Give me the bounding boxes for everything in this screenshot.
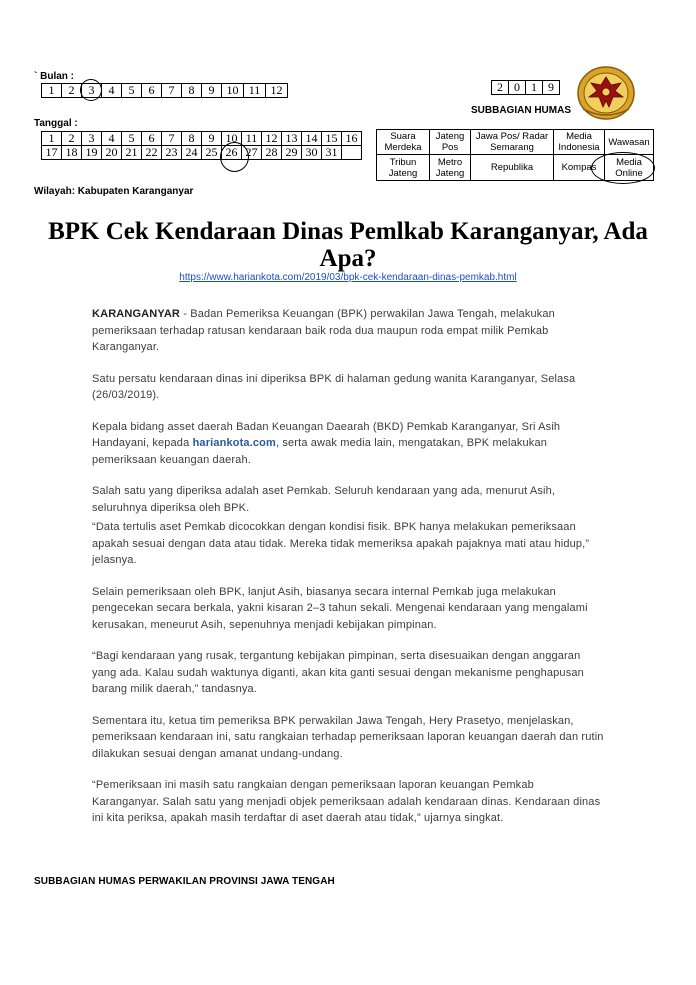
dateline: KARANGANYAR	[92, 308, 181, 320]
day-cell-5: 5	[122, 132, 142, 146]
day-cell-25: 25	[202, 146, 222, 160]
day-cell-4: 4	[102, 132, 122, 146]
month-cell-8: 8	[182, 84, 202, 98]
paragraph-3-text-a: Kepala bidang asset daerah Badan Keuangan Daearah (BKD) Pemkab Karanganyar, Sri Asih Handayani, kepada	[92, 420, 561, 449]
day-cell-21: 21	[122, 146, 142, 160]
day-cell-3: 3	[82, 132, 102, 146]
media-tribun-jateng: Tribun Jateng	[377, 155, 430, 181]
day-cell-16: 16	[342, 132, 362, 146]
media-jawa-pos: Jawa Pos/ Radar Semarang	[471, 130, 554, 155]
year-box	[491, 80, 560, 95]
month-cell-10: 10	[222, 84, 244, 98]
media-table	[376, 129, 654, 181]
year-digit-9: 9	[543, 81, 560, 95]
day-cell-18: 18	[62, 146, 82, 160]
day-cell-19: 19	[82, 146, 102, 160]
month-cell-9: 9	[202, 84, 222, 98]
day-cell-11: 11	[242, 132, 262, 146]
media-online: Media Online	[605, 155, 654, 181]
month-cell-11: 11	[244, 84, 266, 98]
day-cell-20: 20	[102, 146, 122, 160]
article-body	[92, 306, 604, 827]
paragraph-1	[92, 306, 604, 356]
day-cell-7: 7	[162, 132, 182, 146]
article-url-link[interactable]: https://www.hariankota.com/2019/03/bpk-cek-kendaraan-dinas-pemkab.html	[179, 272, 517, 283]
day-cell-2: 2	[62, 132, 82, 146]
media-suara-merdeka: Suara Merdeka	[377, 130, 430, 155]
paragraph-8: Sementara itu, ketua tim pemeriksa BPK perwakilan Jawa Tengah, Hery Prasetyo, menjelaskan, pemeriksaan kendaraan ini, satu rangkaian terhadap pemeriksaan laporan keuangan daerah dan rutin dilakukan sesuai dengan amanat undang-undang.	[92, 714, 604, 760]
hariankota-brand: hariankota.com	[192, 437, 276, 449]
day-cell-17: 17	[42, 146, 62, 160]
day-cell-22: 22	[142, 146, 162, 160]
paragraph-6: Selain pemeriksaan oleh BPK, lanjut Asih, biasanya secara internal Pemkab juga melakukan pengecekan secara berkala, yakni kisaran 2–3 tahun sekali. Mengenai kendaraan yang mengalami kerusakan, meneurut Asih, sepenuhnya menjadi kebijakan pimpinan.	[92, 585, 588, 631]
paragraph-2: Satu persatu kendaraan dinas ini diperiksa BPK di halaman gedung wanita Karanganyar, Selasa (26/03/2019).	[92, 372, 576, 401]
paragraph-9: “Pemeriksaan ini masih satu rangkaian dengan pemeriksaan laporan keuangan Pemkab Karanganyar. Salah satu yang menjadi objek pemeriksaan adalah kendaraan dinas. Kendaraan dinas ini kita periksa, apakah masih terdaftar di aset daerah atau tidak,” ujarnya singkat.	[92, 779, 601, 824]
department-label: SUBBAGIAN HUMAS	[471, 105, 571, 116]
month-cell-12: 12	[266, 84, 288, 98]
day-cell-27: 27	[242, 146, 262, 160]
month-grid	[41, 83, 288, 98]
day-cell-empty	[342, 146, 362, 160]
day-cell-30: 30	[302, 146, 322, 160]
day-cell-24: 24	[182, 146, 202, 160]
month-cell-4: 4	[102, 84, 122, 98]
paragraph-1-text: - Badan Pemeriksa Keuangan (BPK) perwakilan Jawa Tengah, melakukan pemeriksaan terhadap ratusan kendaraan baik roda dua maupun roda empat milik Pemkab Karanganyar.	[92, 308, 555, 353]
day-cell-15: 15	[322, 132, 342, 146]
day-cell-13: 13	[282, 132, 302, 146]
media-metro-jateng: Metro Jateng	[430, 155, 471, 181]
paragraph-3-text-b: , serta awak media lain, mengatakan, BPK melakukan pemeriksaan keuangan daerah.	[92, 437, 547, 466]
media-media-indonesia: Media Indonesia	[554, 130, 605, 155]
year-digit-0: 0	[509, 81, 526, 95]
year-digit-1: 1	[526, 81, 543, 95]
article-title: BPK Cek Kendaraan Dinas Pemlkab Karanganyar, Ada Apa?	[48, 218, 648, 272]
day-cell-8: 8	[182, 132, 202, 146]
paragraph-4: Salah satu yang diperiksa adalah aset Pemkab. Seluruh kendaraan yang ada, menurut Asih, seluruhnya diperiksa oleh BPK.	[92, 485, 556, 514]
day-cell-9: 9	[202, 132, 222, 146]
tanggal-label: Tanggal :	[34, 118, 78, 129]
month-cell-6: 6	[142, 84, 162, 98]
wilayah-label: Wilayah: Kabupaten Karanganyar	[34, 186, 194, 197]
paragraph-3	[92, 419, 604, 469]
day-cell-31: 31	[322, 146, 342, 160]
day-cell-12: 12	[262, 132, 282, 146]
media-republika: Republika	[471, 155, 554, 181]
month-cell-1: 1	[42, 84, 62, 98]
garuda-emblem-icon	[575, 65, 637, 121]
media-jateng-pos: Jateng Pos	[430, 130, 471, 155]
day-cell-23: 23	[162, 146, 182, 160]
media-kompas: Kompas	[554, 155, 605, 181]
date-grid	[41, 131, 362, 160]
day-cell-1: 1	[42, 132, 62, 146]
day-cell-14: 14	[302, 132, 322, 146]
paragraph-7: “Bagi kendaraan yang rusak, tergantung kebijakan pimpinan, serta disesuaikan dengan anggaran yang ada. Kalau sudah waktunya diganti, akan kita ganti sesuai dengan mekanisme penghapusan barang milik daerah,” tandasnya.	[92, 650, 584, 695]
day-cell-6: 6	[142, 132, 162, 146]
day-cell-10: 10	[222, 132, 242, 146]
month-cell-3: 3	[82, 84, 102, 98]
paragraph-5: “Data tertulis aset Pemkab dicocokkan dengan kondisi fisik. BPK hanya melakukan pemeriksaan apakah sesuai dengan data atau tidak. Mereka tidak memeriksa apakah pajaknya mati atau hidup,” jelasnya.	[92, 521, 590, 566]
day-cell-28: 28	[262, 146, 282, 160]
day-cell-26: 26	[222, 146, 242, 160]
footer-label: SUBBAGIAN HUMAS PERWAKILAN PROVINSI JAWA TENGAH	[34, 876, 335, 887]
year-digit-2: 2	[492, 81, 509, 95]
month-cell-7: 7	[162, 84, 182, 98]
month-cell-2: 2	[62, 84, 82, 98]
day-cell-29: 29	[282, 146, 302, 160]
bulan-label: ` Bulan :	[34, 71, 74, 82]
month-cell-5: 5	[122, 84, 142, 98]
media-wawasan: Wawasan	[605, 130, 654, 155]
